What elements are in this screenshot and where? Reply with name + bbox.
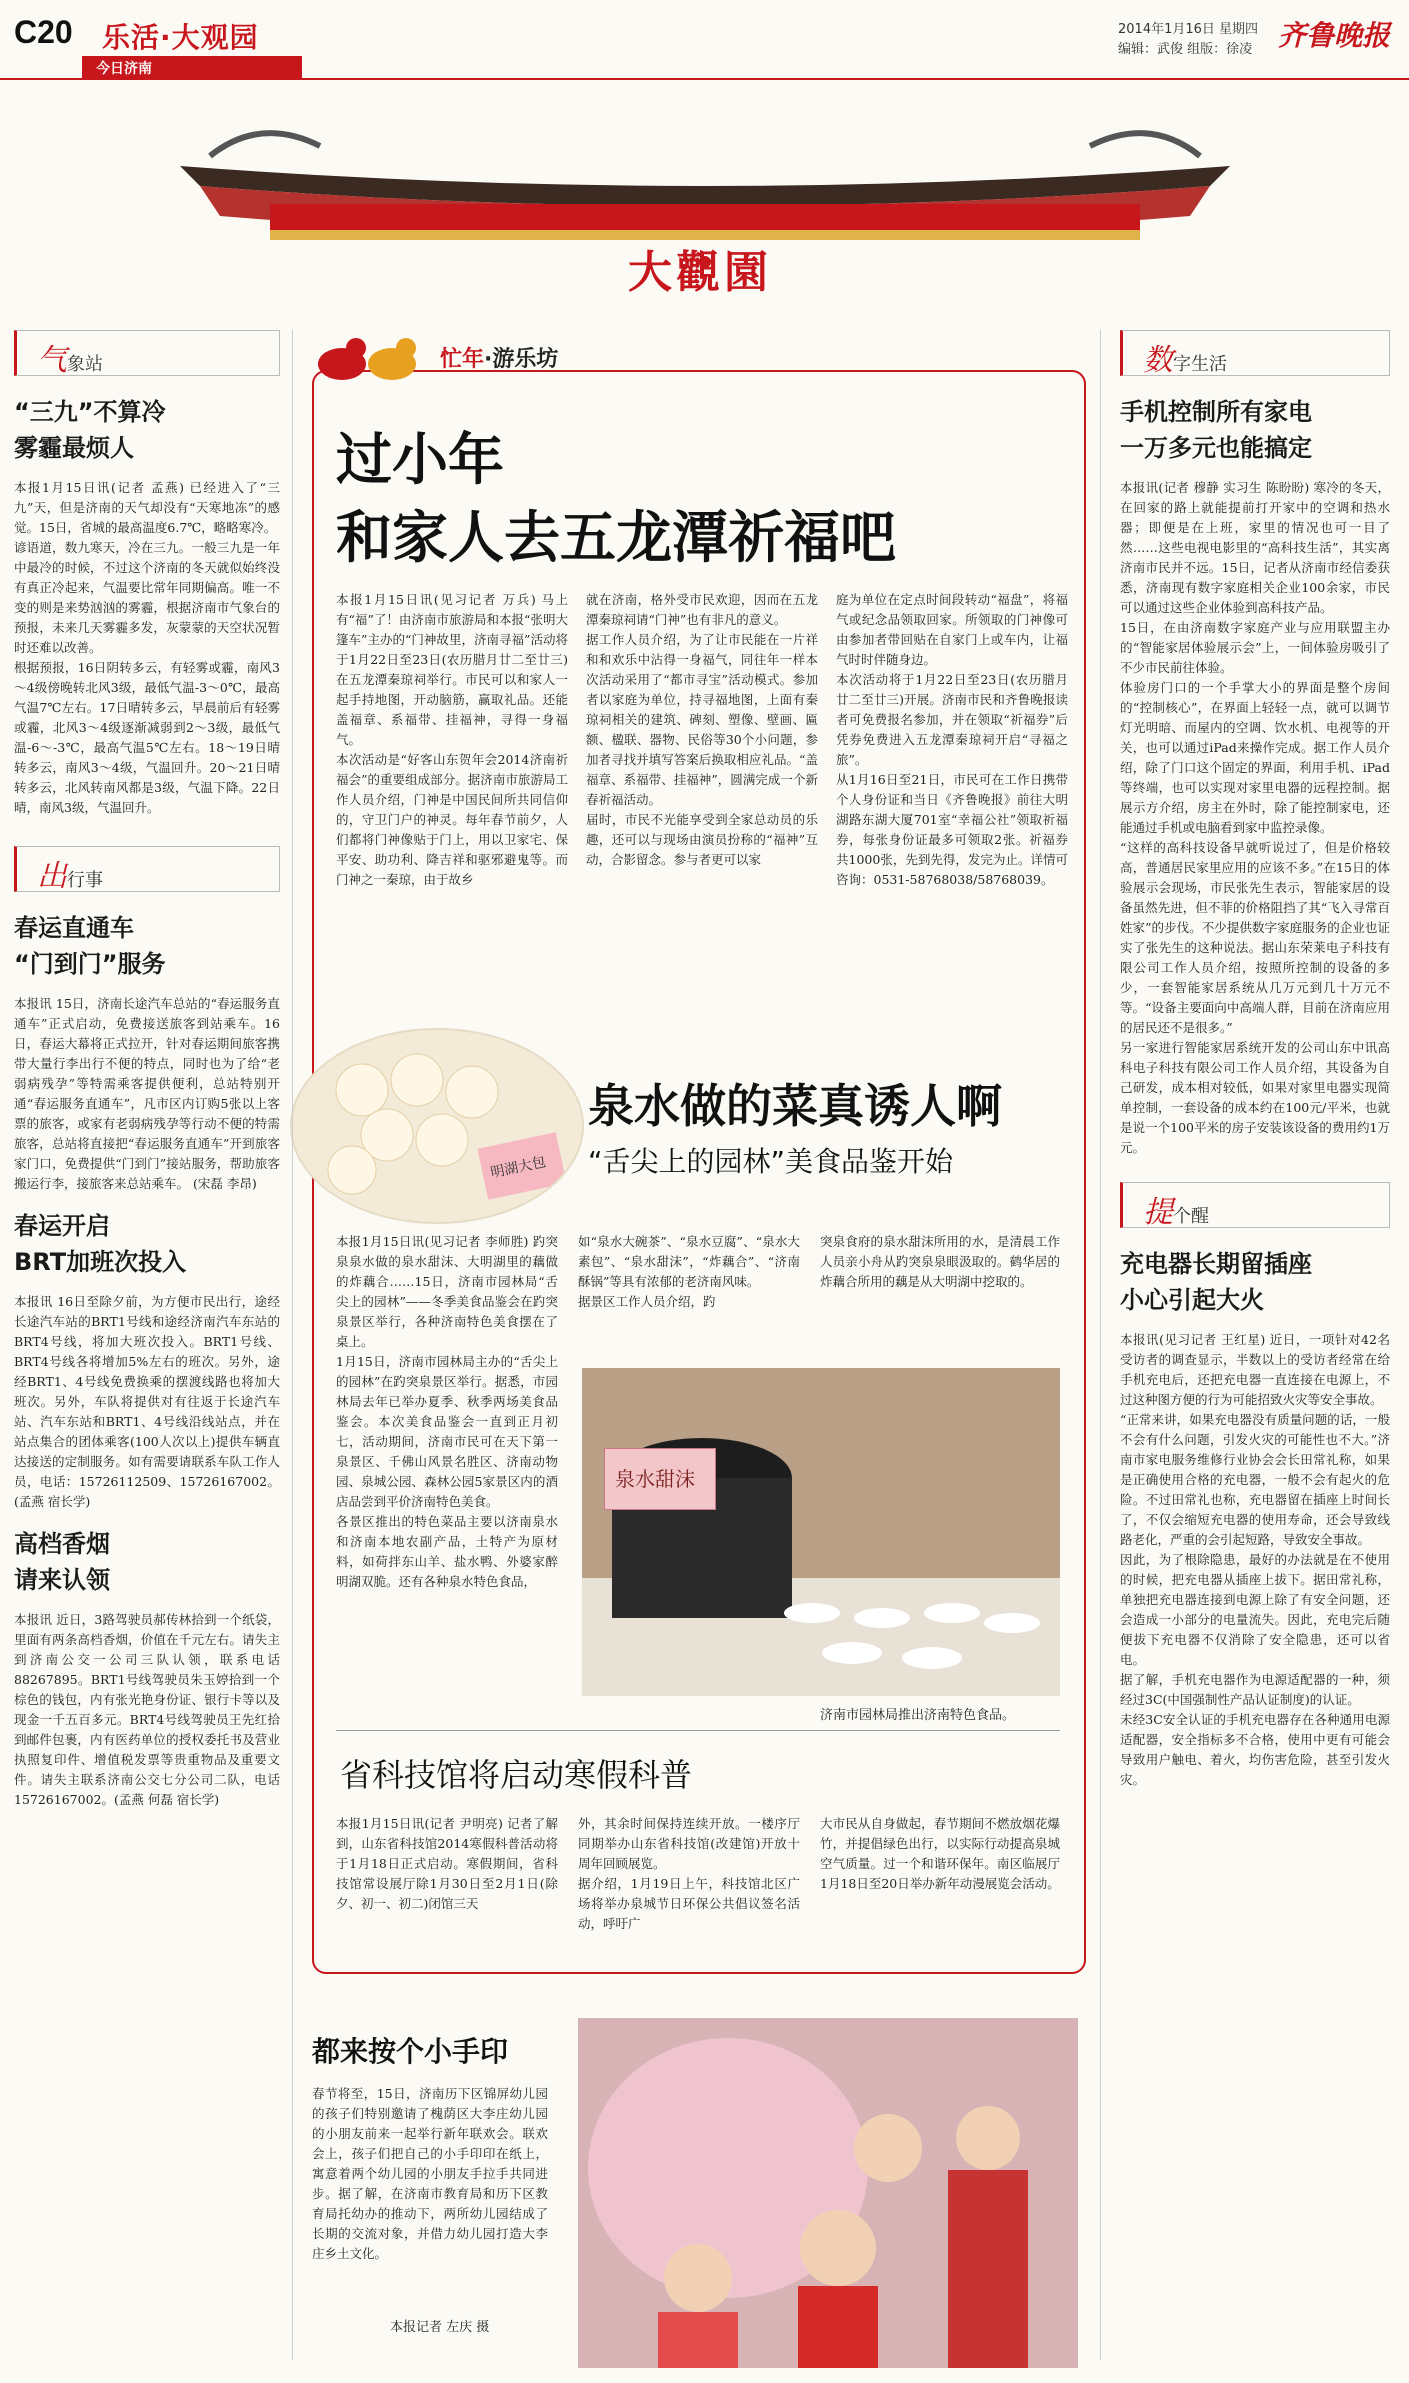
column-name-digital: 字生活 <box>1173 354 1227 375</box>
paper-logo: 齐鲁晚报 <box>1278 19 1391 52</box>
travel-story1-title-2: “门到门”服务 <box>14 950 166 978</box>
digital-paragraph-1: 本报讯(记者 穆静 实习生 陈盼盼) 寒冷的冬天，在回家的路上就能提前打开家中的空调和热水器；即便是在上班，家里的情况也可一目了然……这些电视电影里的“高科技生活”，其实离济南市民并不远。15日，记者从济南市经信委获悉，济南现有数字家庭相关企业100余家，市民可以通过这些企业体验到高科技产品。 <box>1120 480 1390 615</box>
travel-story3-body: 本报讯 近日，3路驾驶员郝传林拾到一个纸袋，里面有两条高档香烟，价值在千元左右。请失主到济南公交一公司三队认领，联系电话88267895。BRT1号线驾驶员朱玉婷拾到一个棕色的钱包，内有张光艳身份证、银行卡等以及现金一千五百多元。BRT4号线驾驶员王先红拾到邮件包裹，内有医药单位的授权委托书及营业执照复印件、增值税发票等贵重物品及重要文件。请失主联系济南公交七分公司二队，电话15726167002。(孟燕 何磊 宿长学) <box>14 1612 280 1807</box>
digital-title-2: 一万多元也能搞定 <box>1120 434 1312 462</box>
weather-paragraph-2: 谚语道，数九寒天，冷在三九。一般三九是一年中最冷的时候，不过这个济南的冬天就似始终没有真正冷起来，气温要比常年同期偏高。唯一不变的则是来势汹汹的雾霾，根据济南市气象台的预报，未来几天雾霾多发，灰蒙蒙的天空状况暂时还难以改善。 <box>14 540 280 655</box>
column-separator-right <box>1100 330 1101 2360</box>
digital-paragraph-2: 15日，在由济南数字家庭产业与应用联盟主办的“智能家居体验展示会”上，一间体验房吸引了不少市民前往体验。 <box>1120 620 1390 675</box>
steamed-buns-illustration <box>292 1030 582 1222</box>
kids-credit: 本报记者 左庆 摄 <box>390 2320 490 2335</box>
column-char-reminder: 提 <box>1143 1195 1173 1230</box>
reminder-paragraph-3: 因此，为了根除隐患，最好的办法就是在不使用的时候，把充电器从插座上拔下。据田常礼称，单独把充电器连接到电源上除了有安全问题，还会造成一小部分的电量流失。因此，充电完后随便拔下充电器不仅消除了安全隐患，还可以省电。 <box>1120 1552 1390 1667</box>
masthead-date: 2014年1月16日 星期四 <box>1118 22 1259 37</box>
travel-story2-title-1: 春运开启 <box>14 1212 110 1240</box>
masthead-editors: 编辑：武俊 组版：徐凌 <box>1118 42 1253 57</box>
left-column <box>14 330 280 2360</box>
science-col-3: 大市民从自身做起，春节期间不燃放烟花爆竹，并提倡绿色出行，以实际行动提高泉城空气质量。过一个和谐环保年。南区临展厅1月18日至20日举办新年动漫展览会活动。 <box>820 1816 1060 1891</box>
reminder-paragraph-5: 未经3C安全认证的手机充电器存在各种通用电源适配器，安全指标多不合格，使用中更有可能会导致用户触电、着火，均伤害危险，甚至引发火灾。 <box>1120 1712 1390 1787</box>
horse-mascot-icon <box>312 330 432 384</box>
reminder-paragraph-2: “正常来讲，如果充电器没有质量问题的话，一般不会有什么问题，引发火灾的可能性也不大。”济南市家电服务维修行业协会会长田常礼称，如果是正确使用合格的充电器，一般不会有起火的危险。不过田常礼也称，充电器留在插座上时间长了，不仅会缩短充电器的使用寿命，还会导致线路老化，严重的会引起短路，导致安全事故。 <box>1120 1412 1390 1547</box>
feature-headline-1: 过小年 <box>336 428 504 493</box>
column-char-digital: 数 <box>1143 343 1173 378</box>
masthead <box>0 0 1409 78</box>
weather-title-2: 雾霾最烦人 <box>14 434 134 462</box>
weather-paragraph-3: 根据预报，16日阴转多云，有轻雾或霾，南风3～4级傍晚转北风3级，最低气温-3～0℃，最高气温7℃左右。17日晴转多云，早晨前后有轻雾或霾，北风3～4级逐渐减弱到2～3级，最低气温-6～-3℃，最高气温5℃左右。18～19日晴转多云，南风3～4级，气温回升。20～21日晴转多云，北风转南风都是3级，气温下降。22日晴，南风3级，气温回升。 <box>14 660 280 815</box>
travel-story1-body: 本报讯 15日，济南长途汽车总站的“春运服务直通车”正式启动，免费接送旅客到站乘车。16日，春运大幕将正式拉开，针对春运期间旅客携带大量行李出行不便的特点，同时也为了给“老弱病残孕”等特需乘客提供便利，总站特别开通“春运服务直通车”，凡市区内订购5张以上客票的旅客，或家有老弱病残孕等行动不便的特需旅客，总站将直接把“春运服务直通车”开到旅客家门口，免费提供“门到门”接站服务，帮助旅客搬运行李，接旅客来总站乘车。 (宋磊 李昂) <box>14 996 280 1191</box>
science-col-1: 本报1月15日讯(记者 尹明亮) 记者了解到，山东省科技馆2014寒假科普活动将于1月18日正式启动。寒假期间，省科技馆常设展厅除1月30日至2月1日(除夕、初一、初二)闭馆三天 <box>336 1816 558 1911</box>
travel-story2-body: 本报讯 16日至除夕前，为方便市民出行，途经长途汽车站的BRT1号线和途经济南汽车东站的BRT4号线，将加大班次投入。BRT1号线、BRT4号线各将增加5%左右的班次。另外，途经BRT1、4号线免费换乘的摆渡线路也将加大班次。另外，车队将提供对有往返于长途汽车站、汽车东站和BRT1、4号线沿线站点，并在站点集合的团体乘客(100人次以上)提供车辆直达接送的定制服务。如有需要请联系车队工作人员，电话：15726112509、15726167002。(孟燕 宿长学) <box>14 1294 280 1509</box>
column-head-digital <box>1120 330 1390 376</box>
page-code: C20 <box>14 14 73 50</box>
kids-headline: 都来按个小手印 <box>312 2035 509 2068</box>
food-headline: 泉水做的菜真诱人啊 <box>588 1079 1002 1133</box>
digital-paragraph-3: 体验房门口的一个手掌大小的界面是整个房间的“控制核心”，在界面上轻轻一点，就可以调节灯光明暗、而屋内的空调、饮水机、电视等的开关，也可以通过iPad来操作完成。据工作人员介绍，除了门口这个固定的界面，利用手机、iPad等终端，也可以实现对家里电器的远程控制。据展示方介绍，房主在外时，除了能控制家电，还能通过手机或电脑看到家中监控录像。 <box>1120 680 1390 835</box>
digital-paragraph-5: 另一家进行智能家居系统开发的公司山东中讯高科电子科技有限公司工作人员介绍，其设备为自己研发，成本相对较低，如果对家里电器实现简单控制，一套设备的成本约在100元/平米，也就是说一个100平米的房子安装该设备的费用约1万元。 <box>1120 1040 1390 1155</box>
column-char-weather: 气 <box>37 343 67 378</box>
column-head-reminder <box>1120 1182 1390 1228</box>
science-col-2: 外，其余时间保持连续开放。一楼序厅同期举办山东省科技馆(改建馆)开放十周年回顾展览。 据介绍，1月19日上午，科技馆北区广场将举办泉城节日环保公共倡议签名活动，呼吁广 <box>578 1816 800 1931</box>
reminder-title-1: 充电器长期留插座 <box>1120 1250 1312 1278</box>
reminder-paragraph-1: 本报讯(见习记者 王红星) 近日，一项针对42名受访者的调查显示，半数以上的受访者经常在给手机充电后，还把充电器一直连接在电源上，不过这种图方便的行为可能招致火灾等安全事故。 <box>1120 1332 1390 1407</box>
sweet-porridge-sign-text: 泉水甜沫 <box>615 1467 695 1491</box>
feature-tag-rest: ·游乐坊 <box>484 347 559 372</box>
sub-section-label: 今日济南 <box>96 61 152 77</box>
banner <box>150 86 1260 298</box>
feature-col-3: 庭为单位在定点时间段转动“福盘”，将福气或纪念品领取回家。所领取的门神像可由参加者带回贴在自家门上或车内，让福气时时伴随身边。 本次活动将于1月22日至23日(农历腊月廿二至廿三)开展。济南市民和齐鲁晚报读者可免费报名参加，并在领取“祈福券”后凭券免费进入五龙潭秦琼祠开启“寻福之旅”。 从1月16日至21日，市民可在工作日携带个人身份证和当日《齐鲁晚报》前往大明湖路东湖大厦701室“幸福公社”领取祈福券，每张身份证最多可领取2张。祈福券共1000张，先到先得，发完为止。详情可咨询：0531-58768038/58768039。 <box>836 592 1068 887</box>
column-head-travel <box>14 846 280 892</box>
tasting-table-illustration <box>582 1368 1060 1696</box>
right-column <box>1120 330 1390 2360</box>
column-name-travel: 行事 <box>67 870 103 891</box>
buns-label-text: 明湖大包 <box>489 1154 548 1182</box>
column-head-weather <box>14 330 280 376</box>
column-name-weather: 象站 <box>67 354 103 375</box>
banner-title: 大觀園 <box>628 247 772 298</box>
children-handprint-illustration <box>578 2018 1078 2368</box>
tasting-photo <box>582 1368 1060 1696</box>
weather-paragraph-1: 本报1月15日讯(记者 孟燕) 已经进入了“三九”天，但是济南的天气却没有“天寒地冻”的感觉。15日，省城的最高温度6.7℃，略略寒冷。 <box>14 480 280 535</box>
food-col-3: 突泉食府的泉水甜沫所用的水，是清晨工作人员亲小舟从趵突泉泉眼汲取的。鹤华居的炸藕合所用的藕是从大明湖中挖取的。 <box>820 1234 1060 1289</box>
travel-story1-title-1: 春运直通车 <box>14 914 134 942</box>
food-col-1: 本报1月15日讯(见习记者 李师胜) 趵突泉泉水做的泉水甜沫、大明湖里的藕做的炸藕合……15日，济南市园林局“舌尖上的园林”——冬季美食品鉴会在趵突泉景区举行，各种济南特色美食摆在了桌上。 1月15日，济南市园林局主办的“舌尖上的园林”在趵突泉景区举行。据悉，市园林局去年已举办夏季、秋季两场美食品鉴会。本次美食品鉴会一直到正月初七，活动期间，济南市民可在天下第一泉景区、千佛山风景名胜区、济南动物园、泉城公园、森林公园5家景区内的酒店品尝到平价济南特色美食。 各景区推出的特色菜品主要以济南泉水和济南本地农副产品，土特产为原材料，如荷拌东山羊、盐水鸭、外婆家醉明湖双脆。还有各种泉水特色食品， <box>336 1234 558 1589</box>
column-name-reminder: 个醒 <box>1173 1206 1209 1227</box>
reminder-title-2: 小心引起大火 <box>1120 1286 1264 1314</box>
travel-story3-title-1: 高档香烟 <box>14 1530 110 1558</box>
tasting-photo-caption: 济南市园林局推出济南特色食品。 <box>820 1708 1016 1723</box>
feature-col-2: 就在济南，格外受市民欢迎，因而在五龙潭秦琼祠请“门神”也有非凡的意义。 据工作人员介绍，为了让市民能在一片祥和和欢乐中沾得一身福气，同往年一样本次活动采用了“都市寻宝”活动模式。参加者以家庭为单位，持寻福地图，上面有秦琼祠相关的建筑、碑刻、塑像、壁画、匾额、楹联、器物、民俗等30个小问题，参加者寻找并填写答案后换取相应礼品。“盖福章、系福带、挂福神”，圆满完成一个新春祈福活动。 届时，市民不光能享受到全家总动员的乐趣，还可以与现场由演员扮称的“福神”互动，合影留念。参与者更可以家 <box>586 592 818 867</box>
digital-title-1: 手机控制所有家电 <box>1120 398 1312 426</box>
kids-body: 春节将至，15日，济南历下区锦屏幼儿园的孩子们特别邀请了槐荫区大李庄幼儿园的小朋友前来一起举行新年联欢会。联欢会上，孩子们把自己的小手印印在纸上，寓意着两个幼儿园的小朋友手拉手共同进步。据了解，在济南市教育局和历下区教育局托幼办的推动下，两所幼儿园结成了长期的交流对象，并借力幼儿园打造大李庄乡土文化。 <box>312 2086 548 2261</box>
feature-headline-2: 和家人去五龙潭祈福吧 <box>336 506 896 571</box>
food-divider <box>336 1730 1060 1731</box>
feature-col-1: 本报1月15日讯(见习记者 万兵) 马上有“福”了！由济南市旅游局和本报“张明大篷车”主办的“门神故里，济南寻福”活动将于1月22日至23日(农历腊月廿二至廿三)在五龙潭秦琼祠举行。市民可以和家人一起手持地图，开动脑筋，赢取礼品。还能盖福章、系福带、挂福神，寻得一身福气。 本次活动是“好客山东贺年会2014济南祈福会”的重要组成部分。据济南市旅游局工作人员介绍，门神是中国民间所共同信仰的，守卫门户的神灵。每年春节前夕，人们都将门神像贴于门上，用以卫家宅、保平安、助功利、降吉祥和驱邪避鬼等。而门神之一秦琼，由于故乡 <box>336 592 568 887</box>
feature-tag-red: 忙年 <box>440 347 485 372</box>
sub-section-tab <box>82 56 302 78</box>
sweet-porridge-sign <box>604 1448 716 1510</box>
kids-photo <box>578 2018 1078 2368</box>
buns-photo <box>290 1028 584 1224</box>
weather-title-1: “三九”不算冷 <box>14 398 166 426</box>
travel-story2-title-2: BRT加班次投入 <box>14 1248 187 1276</box>
section-title: 乐活·大观园 <box>102 21 259 54</box>
food-col-2: 如“泉水大碗茶”、“泉水豆腐”、“泉水大素包”、“泉水甜沫”，“炸藕合”、“济南酥锅”等具有浓郁的老济南风味。 据景区工作人员介绍，趵 <box>578 1234 800 1309</box>
food-subhead: “舌尖上的园林”美食品鉴开始 <box>588 1145 954 1178</box>
science-headline: 省科技馆将启动寒假科普 <box>340 1756 693 1794</box>
travel-story3-title-2: 请来认领 <box>14 1566 110 1594</box>
column-char-travel: 出 <box>37 859 67 894</box>
feature-tag <box>312 330 712 384</box>
masthead-rule <box>0 78 1409 80</box>
reminder-paragraph-4: 据了解，手机充电器作为电源适配器的一种，须经过3C(中国强制性产品认证制度)的认证。 <box>1120 1672 1390 1707</box>
digital-paragraph-4: “这样的高科技设备早就听说过了，但是价格较高，普通居民家里应用的应该不多。”在15日的体验展示会现场，市民张先生表示，智能家居的设备虽然先进，但不菲的价格阻挡了其“飞入寻常百姓家”的步伐。不少提供数字家庭服务的企业也证实了张先生的这种说法。据山东荣莱电子科技有限公司工作人员介绍，按照所控制的设备的多少，一套智能家居系统从几万元到几十万元不等。“设备主要面向中高端人群，目前在济南应用的居民还不是很多。” <box>1120 840 1390 1035</box>
column-separator-left <box>292 330 293 2360</box>
